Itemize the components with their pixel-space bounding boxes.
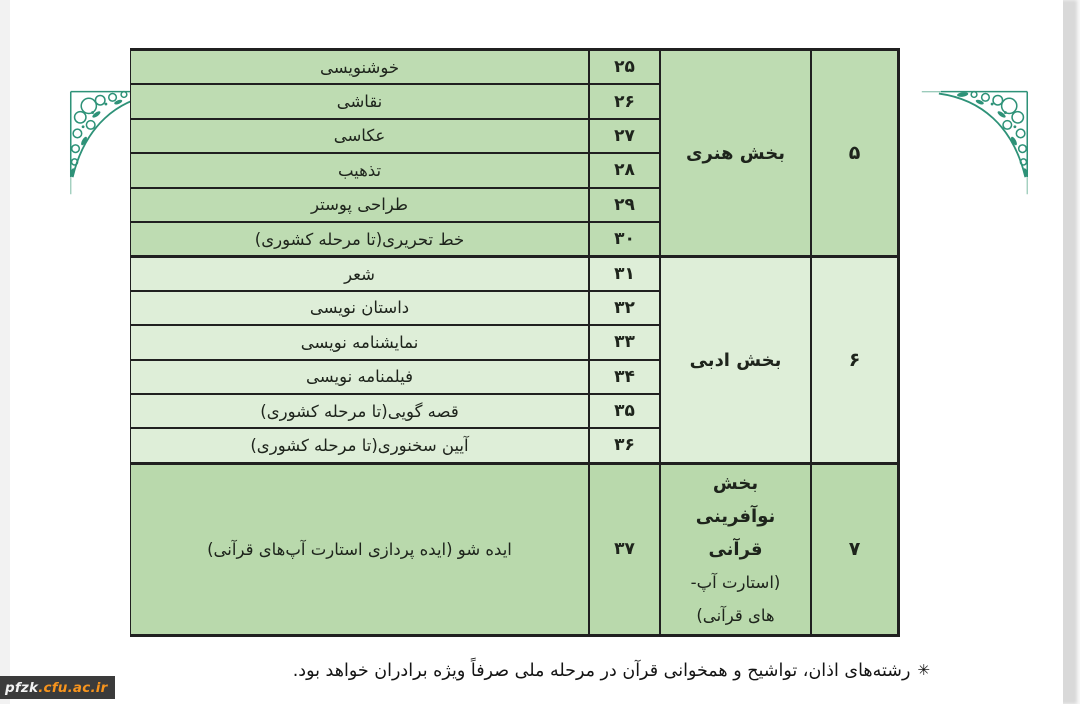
section-number: ۵ xyxy=(848,142,861,165)
row-number: ۳۲ xyxy=(614,297,635,318)
row-number: ۳۱ xyxy=(614,264,635,285)
activity-label: قصه گویی(تا مرحله کشوری) xyxy=(260,401,459,421)
footnote xyxy=(293,656,930,686)
row-number: ۲۹ xyxy=(614,194,635,215)
activity-label: تذهیب xyxy=(337,160,382,180)
section-label-line: نوآفرینی xyxy=(695,505,776,527)
activity-label: خوشنویسی xyxy=(319,57,400,77)
activity-label: ایده شو (ایده پردازی استارت آپ‌های قرآنی) xyxy=(207,539,512,559)
row-number-cell xyxy=(589,119,660,153)
activity-cell xyxy=(130,50,589,84)
competition-table xyxy=(130,48,900,637)
row-number: ۳۶ xyxy=(614,435,635,456)
activity-cell xyxy=(130,84,589,118)
row-number-cell xyxy=(589,153,660,187)
watermark-site-name: pfzk xyxy=(5,679,39,696)
row-number-cell xyxy=(589,50,660,84)
corner-ornament-right-icon xyxy=(918,83,1032,201)
row-number-cell xyxy=(589,360,660,394)
section-label-cell xyxy=(660,463,811,635)
activity-cell xyxy=(130,394,589,428)
section-label-cell xyxy=(660,256,811,462)
row-number: ۲۸ xyxy=(614,160,635,181)
section-number-cell xyxy=(811,256,898,462)
site-watermark xyxy=(0,676,115,699)
row-number-cell xyxy=(589,394,660,428)
activity-cell xyxy=(130,222,589,256)
row-number: ۳۳ xyxy=(614,332,635,353)
activity-cell xyxy=(130,291,589,325)
section-label: بخش ادبی xyxy=(689,349,782,371)
activity-cell xyxy=(130,256,589,290)
watermark-site-domain: .cfu.ac.ir xyxy=(38,679,108,696)
activity-label: نقاشی xyxy=(336,92,383,112)
activity-cell xyxy=(130,463,589,635)
footnote-text: رشته‌های اذان، تواشیح و همخوانی قرآن در مرحله ملی صرفاً ویژه برادران خواهد بود. xyxy=(292,661,911,681)
row-number: ۲۶ xyxy=(614,91,635,112)
activity-cell xyxy=(130,360,589,394)
section-label-subline: (استارت آپ- xyxy=(690,572,781,592)
row-number-cell xyxy=(589,325,660,359)
activity-label: طراحی پوستر xyxy=(310,195,409,215)
activity-cell xyxy=(130,188,589,222)
row-number-cell xyxy=(589,256,660,290)
row-number-cell xyxy=(589,428,660,462)
row-number-cell xyxy=(589,222,660,256)
activity-label: شعر xyxy=(344,264,375,284)
row-number: ۲۷ xyxy=(614,125,635,146)
row-number: ۳۷ xyxy=(614,539,635,560)
section-label-cell xyxy=(660,50,811,256)
row-number: ۳۰ xyxy=(614,229,635,250)
section-label-line: قرآنی xyxy=(708,538,763,560)
activity-cell xyxy=(130,428,589,462)
activity-label: آیین سخنوری(تا مرحله کشوری) xyxy=(250,435,469,455)
activity-cell xyxy=(130,153,589,187)
activity-label: خط تحریری(تا مرحله کشوری) xyxy=(254,229,465,249)
section-label-subline: های قرآنی) xyxy=(696,605,775,625)
activity-label: نمایشنامه نویسی xyxy=(300,332,419,352)
activity-label: داستان نویسی xyxy=(309,298,410,318)
activity-cell xyxy=(130,325,589,359)
section-number: ۷ xyxy=(848,538,861,561)
row-number-cell xyxy=(589,84,660,118)
activity-label: عکاسی xyxy=(333,126,386,146)
row-number: ۳۴ xyxy=(614,366,635,387)
row-number-cell xyxy=(589,188,660,222)
section-number: ۶ xyxy=(848,349,861,372)
row-number: ۲۵ xyxy=(614,57,635,78)
page-edge-left xyxy=(0,0,10,704)
section-number-cell xyxy=(811,463,898,635)
row-number-cell xyxy=(589,463,660,635)
page-edge-right xyxy=(1063,0,1080,704)
row-number-cell xyxy=(589,291,660,325)
section-label-line: بخش xyxy=(712,472,759,494)
section-number-cell xyxy=(811,50,898,256)
activity-label: فیلمنامه نویسی xyxy=(306,367,413,387)
section-label: بخش هنری xyxy=(686,142,785,164)
row-number: ۳۵ xyxy=(614,401,635,422)
activity-cell xyxy=(130,119,589,153)
footnote-star-icon: ✳ xyxy=(917,661,930,679)
